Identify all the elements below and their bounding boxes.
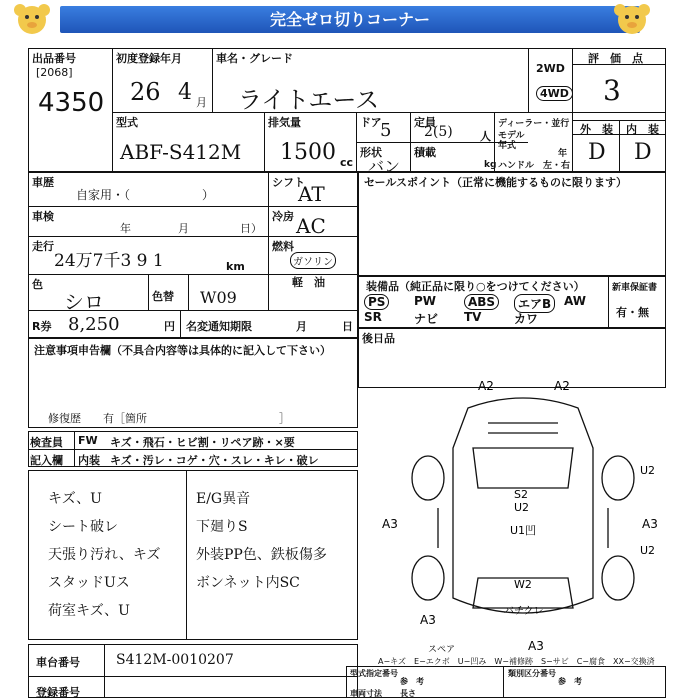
interior-value: D bbox=[634, 140, 652, 165]
shape-value: バン bbox=[368, 157, 401, 176]
equipment-item: TV bbox=[464, 310, 482, 324]
svg-text:A3: A3 bbox=[420, 613, 436, 627]
diagram-legend: A−キズ E−エクボ U−凹み W−補修跡 S−サビ C−腐食 XX−交換済 bbox=[378, 657, 655, 666]
displacement-label: 排気量 bbox=[268, 116, 301, 129]
displacement-value: 1500 bbox=[280, 140, 336, 165]
remark-item: 荷室キズ、U bbox=[48, 603, 130, 619]
capacity-value: 2(5) bbox=[424, 124, 453, 140]
loading-label: 積載 bbox=[414, 146, 436, 159]
sales-point-label: セールスポイント（正常に機能するものに限ります） bbox=[364, 176, 628, 189]
recycle-value: 8,250 bbox=[68, 314, 120, 335]
lot-label: 出品番号 bbox=[32, 52, 76, 65]
first-reg-year: 26 bbox=[130, 78, 161, 106]
equipment-item: カワ bbox=[514, 312, 539, 326]
model-label: 型式 bbox=[116, 116, 138, 129]
equipment-item: AW bbox=[564, 294, 586, 308]
color-code-value: W09 bbox=[200, 288, 237, 307]
remark-item: E/G異音 bbox=[196, 491, 251, 507]
svg-text:W2: W2 bbox=[514, 578, 532, 591]
shift-value: AT bbox=[298, 182, 325, 206]
score-value: 3 bbox=[603, 74, 621, 107]
equipment-item: エアB bbox=[514, 294, 555, 313]
remark-item: 外装PP色、鉄板傷多 bbox=[196, 547, 327, 563]
lot-number: 4350 bbox=[38, 88, 105, 118]
mileage-value: 24万7千3 9 1 bbox=[54, 251, 164, 271]
svg-text:A3: A3 bbox=[528, 639, 544, 653]
capacity-label: 定員 bbox=[414, 116, 436, 129]
score-label: 評 価 点 bbox=[588, 52, 643, 65]
remark-item: キズ、U bbox=[48, 491, 102, 507]
warranty-value: 有・無 bbox=[616, 306, 649, 319]
chassis-value: S412M-0010207 bbox=[116, 652, 234, 668]
fuel-selected: ガソリン bbox=[290, 252, 336, 269]
svg-text:U2: U2 bbox=[640, 544, 656, 557]
svg-text:A3: A3 bbox=[382, 517, 398, 531]
header-bar bbox=[0, 0, 700, 40]
bear-mascot-icon bbox=[12, 2, 52, 38]
equipment-item: ナビ bbox=[414, 312, 439, 326]
remark-item: シート破レ bbox=[48, 519, 118, 535]
drive-selected: 4WD bbox=[536, 86, 573, 101]
auction-sheet: 出品番号 [2068] 4350 初度登録年月 26 4 月 車名・グレード ライトエース 2WD 4WD 評 価 点 3 型式 ABF-S412M 排気量 1500 cc ドア 5 形状 バン 定員 2(5) 人 積載 kg ディーラー・並行 モデル 年式 年 ハンドル 左・右 外 装 内 装 D D 車歴 自家用・（ ） シフト AT 車検 年 月 日） 冷房 AC 走行 24万7千3 9 1 km 燃料 ガソリン 軽 油 色 シロ 色替 W09 R券 8,250 円 名変通知期限 月 日 セールスポイント（正常に機能するものに限ります） 装備品（純正品に限り○をつけてください） 新車保証書 有・無 PS PW ABS エアB AW SR ナビ TV カワ 後日品 注意事項申告欄（不具合内容等は具体的に記入して下さい） 修復歴 有［箇所 ］ 検査員 記入欄 FW キズ・飛石・ヒビ割・リペア跡・×要 内装 キズ・汚レ・コゲ・穴・スレ・キレ・破レ キズ、U シート破レ 天張り汚れ、キズ スタッドUス 荷室キズ、U E/G異音 下廻りS 外装PP色、鉄板傷多 ボンネット内SC A2 A2 U2 A3 A3 U2 S2 U2 U1凹 W2 バチクレ A3 A3 スペア A−キズ E−エクボ U−凹み W−補修跡 S−サビ C−腐食 XX−交換済 車台番号 S412M-0010207 登録番号 型式指定番号 参 考 類別区分番号 参 考 車両寸法 長さ bbox=[28, 48, 666, 698]
equipment-item: ABS bbox=[464, 294, 499, 310]
first-reg-label: 初度登録年月 bbox=[116, 52, 182, 65]
lot-sub: [2068] bbox=[36, 66, 73, 79]
equipment-item: PS bbox=[364, 294, 389, 310]
svg-text:U1凹: U1凹 bbox=[510, 524, 537, 537]
car-name-value: ライトエース bbox=[238, 86, 380, 114]
exterior-value: D bbox=[588, 140, 606, 165]
svg-text:A3: A3 bbox=[642, 517, 658, 531]
car-name-label: 車名・グレード bbox=[216, 52, 293, 65]
interior-label: 内 装 bbox=[626, 123, 659, 136]
svg-text:U2: U2 bbox=[514, 501, 530, 514]
exterior-label: 外 装 bbox=[580, 123, 613, 136]
svg-text:スペア: スペア bbox=[428, 645, 456, 655]
car-damage-diagram bbox=[378, 378, 668, 668]
svg-text:A2: A2 bbox=[554, 379, 570, 393]
notes-label: 注意事項申告欄（不具合内容等は具体的に記入して下さい） bbox=[34, 344, 331, 357]
ac-value: AC bbox=[296, 214, 326, 238]
remark-item: ボンネット内SC bbox=[196, 575, 300, 591]
page-title: 完全ゼロ切りコーナー bbox=[60, 6, 640, 33]
color-value: シロ bbox=[64, 290, 104, 314]
svg-text:A2: A2 bbox=[478, 379, 494, 393]
equipment-item: PW bbox=[414, 294, 437, 308]
remark-item: スタッドUス bbox=[48, 575, 130, 591]
doors-label: ドア bbox=[360, 116, 382, 129]
svg-text:S2: S2 bbox=[514, 488, 528, 501]
doors-value: 5 bbox=[380, 120, 392, 141]
svg-text:バチクレ: バチクレ bbox=[504, 606, 544, 617]
repair-history: 修復歴 有［箇所 ］ bbox=[48, 412, 290, 425]
history-value: 自家用・（ ） bbox=[76, 188, 215, 202]
equipment-item: SR bbox=[364, 310, 382, 324]
shape-label: 形状 bbox=[360, 146, 382, 159]
remark-item: 天張り汚れ、キズ bbox=[48, 547, 161, 563]
remark-item: 下廻りS bbox=[196, 519, 248, 535]
model-value: ABF-S412M bbox=[120, 140, 242, 164]
bear-mascot-icon bbox=[612, 2, 652, 38]
first-reg-month: 4 bbox=[178, 80, 192, 105]
svg-text:U2: U2 bbox=[640, 464, 656, 477]
